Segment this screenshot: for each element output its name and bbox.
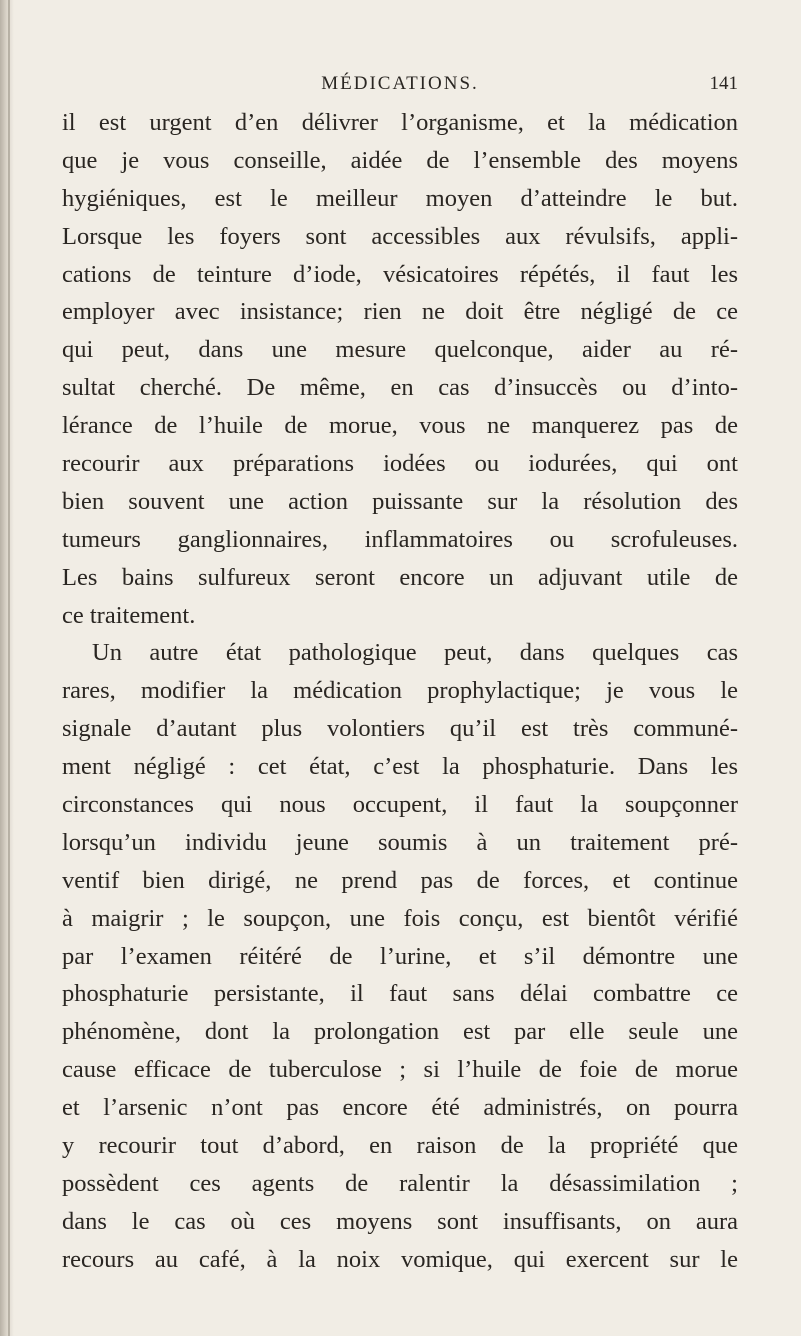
text-line: qui peut, dans une mesure quelconque, aider au ré- bbox=[62, 336, 738, 364]
text-line: que je vous conseille, aidée de l’ensemble des moyens bbox=[62, 146, 738, 174]
text-line: signale d’autant plus volontiers qu’il est très communé- bbox=[62, 715, 738, 743]
text-line: employer avec insistance; rien ne doit être négligé de ce bbox=[62, 298, 738, 326]
page-number: 141 bbox=[709, 73, 738, 94]
text-line: Un autre état pathologique peut, dans quelques cas bbox=[92, 639, 738, 667]
text-line: y recourir tout d’abord, en raison de la propriété que bbox=[62, 1132, 738, 1160]
text-line: recourir aux préparations iodées ou iodurées, qui ont bbox=[62, 450, 738, 478]
text-line: Lorsque les foyers sont accessibles aux révulsifs, appli- bbox=[62, 222, 738, 250]
text-line: sultat cherché. De même, en cas d’insuccès ou d’into- bbox=[62, 374, 738, 402]
text-line: ce traitement. bbox=[62, 601, 196, 629]
text-line: phénomène, dont la prolongation est par elle seule une bbox=[62, 1018, 738, 1046]
text-line: il est urgent d’en délivrer l’organisme, et la médication bbox=[62, 109, 738, 136]
text-line: Les bains sulfureux seront encore un adjuvant utile de bbox=[62, 563, 738, 591]
text-line: lérance de l’huile de morue, vous ne manquerez pas de bbox=[62, 412, 738, 440]
text-line: phosphaturie persistante, il faut sans délai combattre ce bbox=[62, 980, 738, 1008]
text-line: rares, modifier la médication prophylactique; je vous le bbox=[62, 677, 738, 705]
binding-edge bbox=[8, 0, 10, 1336]
text-line: cations de teinture d’iode, vésicatoires répétés, il faut les bbox=[62, 260, 738, 288]
text-line: ventif bien dirigé, ne prend pas de forces, et continue bbox=[62, 866, 738, 894]
text-line: cause efficace de tuberculose ; si l’huile de foie de morue bbox=[62, 1056, 738, 1084]
text-line: possèdent ces agents de ralentir la désassimilation ; bbox=[62, 1169, 738, 1197]
text-line: à maigrir ; le soupçon, une fois conçu, est bientôt vérifié bbox=[62, 904, 738, 932]
text-line: ment négligé : cet état, c’est la phosphaturie. Dans les bbox=[62, 753, 738, 781]
page-gutter-shadow bbox=[0, 0, 14, 1336]
text-line: tumeurs ganglionnaires, inflammatoires ou scrofuleuses. bbox=[62, 525, 738, 553]
text-line: hygiéniques, est le meilleur moyen d’atteindre le but. bbox=[62, 184, 738, 212]
text-line: par l’examen réitéré de l’urine, et s’il démontre une bbox=[62, 942, 738, 970]
text-line: et l’arsenic n’ont pas encore été administrés, on pourra bbox=[62, 1094, 738, 1122]
text-line: dans le cas où ces moyens sont insuffisants, on aura bbox=[62, 1207, 738, 1235]
running-header bbox=[62, 70, 738, 100]
text-line: lorsqu’un individu jeune soumis à un traitement pré- bbox=[62, 828, 738, 856]
body-text bbox=[62, 104, 738, 1279]
text-line: recours au café, à la noix vomique, qui exercent sur le bbox=[62, 1245, 738, 1273]
text-line: circonstances qui nous occupent, il faut la soupçonner bbox=[62, 791, 738, 819]
text-line: bien souvent une action puissante sur la résolution des bbox=[62, 487, 738, 515]
running-title: MÉDICATIONS. bbox=[321, 73, 479, 94]
